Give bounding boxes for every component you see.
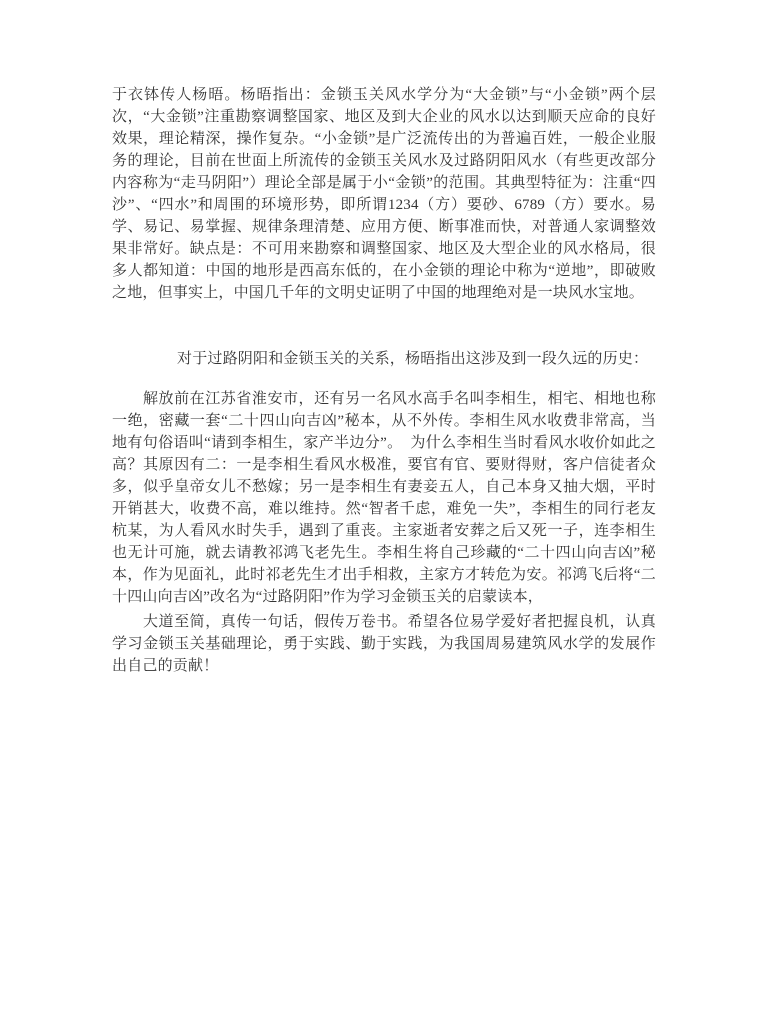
paragraph-history-intro: 对于过路阴阳和金锁玉关的关系，杨晤指出这涉及到一段久远的历史： bbox=[177, 351, 649, 367]
paragraph-jinsuo-yuguan-overview: 于衣钵传人杨晤。杨晤指出：金锁玉关风水学分为“大金锁”与“小金锁”两个层次，“大金锁”注重勘察调整国家、地区及到大企业的风水以达到顺天应命的良好效果，理论精深，操作复杂。“小金锁”是广泛流传出的为普遍百姓，一般企业服务的理论，目前在世面上所流传的金锁玉关风水及过路阴阳风水（有些更改部分内容称为“走马阴阳”）理论全部是属于小“金锁”的范围。其典型特征为：注重“四沙”、“四水”和周围的环境形势，即所谓1234（方）要砂、6789（方）要水。易学、易记、易掌握、规律条理清楚、应用方便、断事准而快，对普通人家调整效果非常好。缺点是：不可用来勘察和调整国家、地区及大型企业的风水格局，很多人都知道：中国的地形是西高东低的，在小金锁的理论中称为“逆地”，即破败之地，但事实上，中国几千年的文明史证明了中国的地理绝对是一块风水宝地。 bbox=[112, 87, 656, 301]
document-text-block bbox=[112, 84, 656, 677]
paragraph-li-xiangsheng-story: 解放前在江苏省淮安市，还有另一名风水高手名叫李相生，相宅、相地也称一绝，密藏一套“二十四山向吉凶”秘本，从不外传。李相生风水收费非常高，当地有句俗语叫“请到李相生，家产半边分”。 为什么李相生当时看风水收价如此之高？其原因有二：一是李相生看风水极准，要官有官、要财得财，客户信徒者众多，似乎皇帝女儿不愁嫁；另一是李相生有妻妾五人，自己本身又抽大烟，平时开销甚大，收费不高，难以维持。然“智者千虑，难免一失”，李相生的同行老友杭某，为人看风水时失手，遇到了重丧。主家逝者安葬之后又死一子，连李相生也无计可施，就去请教祁鸿飞老先生。李相生将自己珍藏的“二十四山向吉凶”秘本，作为见面礼，此时祁老先生才出手相救，主家方才转危为安。祁鸿飞后将“二十四山向吉凶”改名为“过路阴阳”作为学习金锁玉关的启蒙读本， bbox=[112, 391, 656, 605]
paragraph-closing-remark: 大道至简，真传一句话，假传万卷书。希望各位易学爱好者把握良机，认真学习金锁玉关基础理论，勇于实践、勤于实践，为我国周易建筑风水学的发展作出自己的贡献！ bbox=[112, 614, 656, 674]
